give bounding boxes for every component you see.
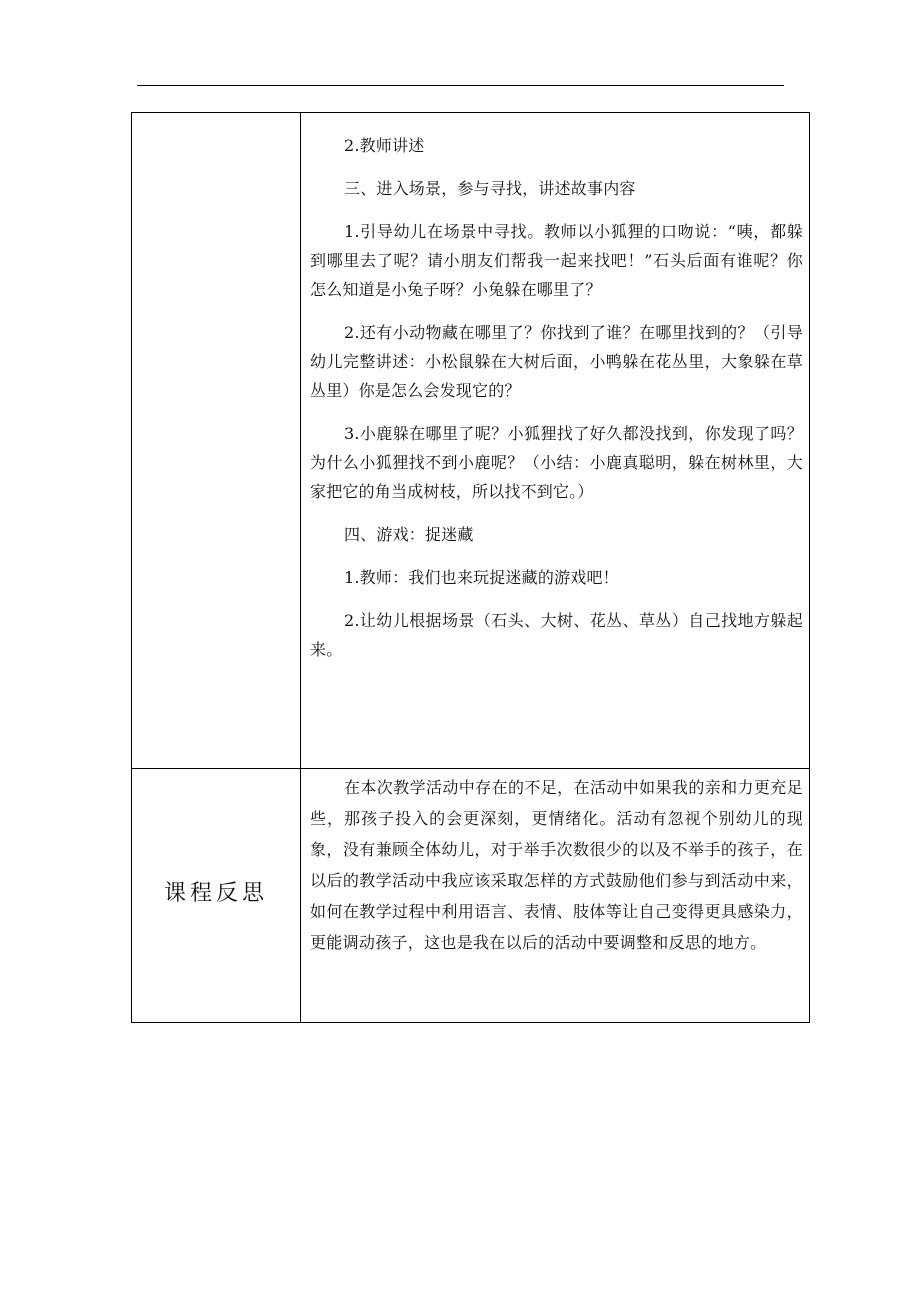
activity-steps-label-cell (132, 113, 301, 769)
step-paragraph: 3.小鹿躲在哪里了呢？小狐狸找了好久都没找到，你发现了吗？为什么小狐狸找不到小鹿呢？（小结：小鹿真聪明，躲在树林里，大家把它的角当成树枝，所以找不到它。） (310, 424, 803, 501)
activity-steps-cell (301, 113, 810, 769)
reflection-text: 在本次教学活动中存在的不足，在活动中如果我的亲和力更充足些，那孩子投入的会更深刻，更情绪化。活动有忽视个别幼儿的现象，没有兼顾全体幼儿，对于举手次数很少的以及不举手的孩子，在以后的教学活动中我应该采取怎样的方式鼓励他们参与到活动中来，如何在教学过程中利用语言、表情、肢体等让自己变得更具感染力，更能调动孩子，这也是我在以后的活动中要调整和反思的地方。 (310, 778, 803, 952)
step-paragraph: 1.引导幼儿在场景中寻找。教师以小狐狸的口吻说：“咦，都躲到哪里去了呢？请小朋友们帮我一起来找吧！”石头后面有谁呢？你怎么知道是小兔子呀？小兔躲在哪里了？ (310, 222, 803, 299)
step-paragraph: 2.让幼儿根据场景（石头、大树、花丛、草丛）自己找地方躲起来。 (310, 611, 803, 659)
activity-steps-row (132, 113, 810, 769)
reflection-label-cell (132, 769, 301, 1023)
reflection-label: 课程反思 (163, 880, 268, 906)
reflection-cell (301, 769, 810, 1023)
step-paragraph: 1.教师：我们也来玩捉迷藏的游戏吧！ (344, 568, 619, 587)
header-rule (137, 85, 784, 86)
step-paragraph: 2.还有小动物藏在哪里了？你找到了谁？在哪里找到的？（引导幼儿完整讲述：小松鼠躲在大树后面，小鸭躲在花丛里，大象躲在草丛里）你是怎么会发现它的？ (310, 323, 803, 400)
lesson-plan-table (131, 112, 810, 1023)
step-paragraph: 2.教师讲述 (344, 136, 425, 155)
section-heading: 四、游戏：捉迷藏 (344, 525, 474, 544)
reflection-row (132, 769, 810, 1023)
section-heading: 三、进入场景，参与寻找，讲述故事内容 (344, 179, 636, 198)
